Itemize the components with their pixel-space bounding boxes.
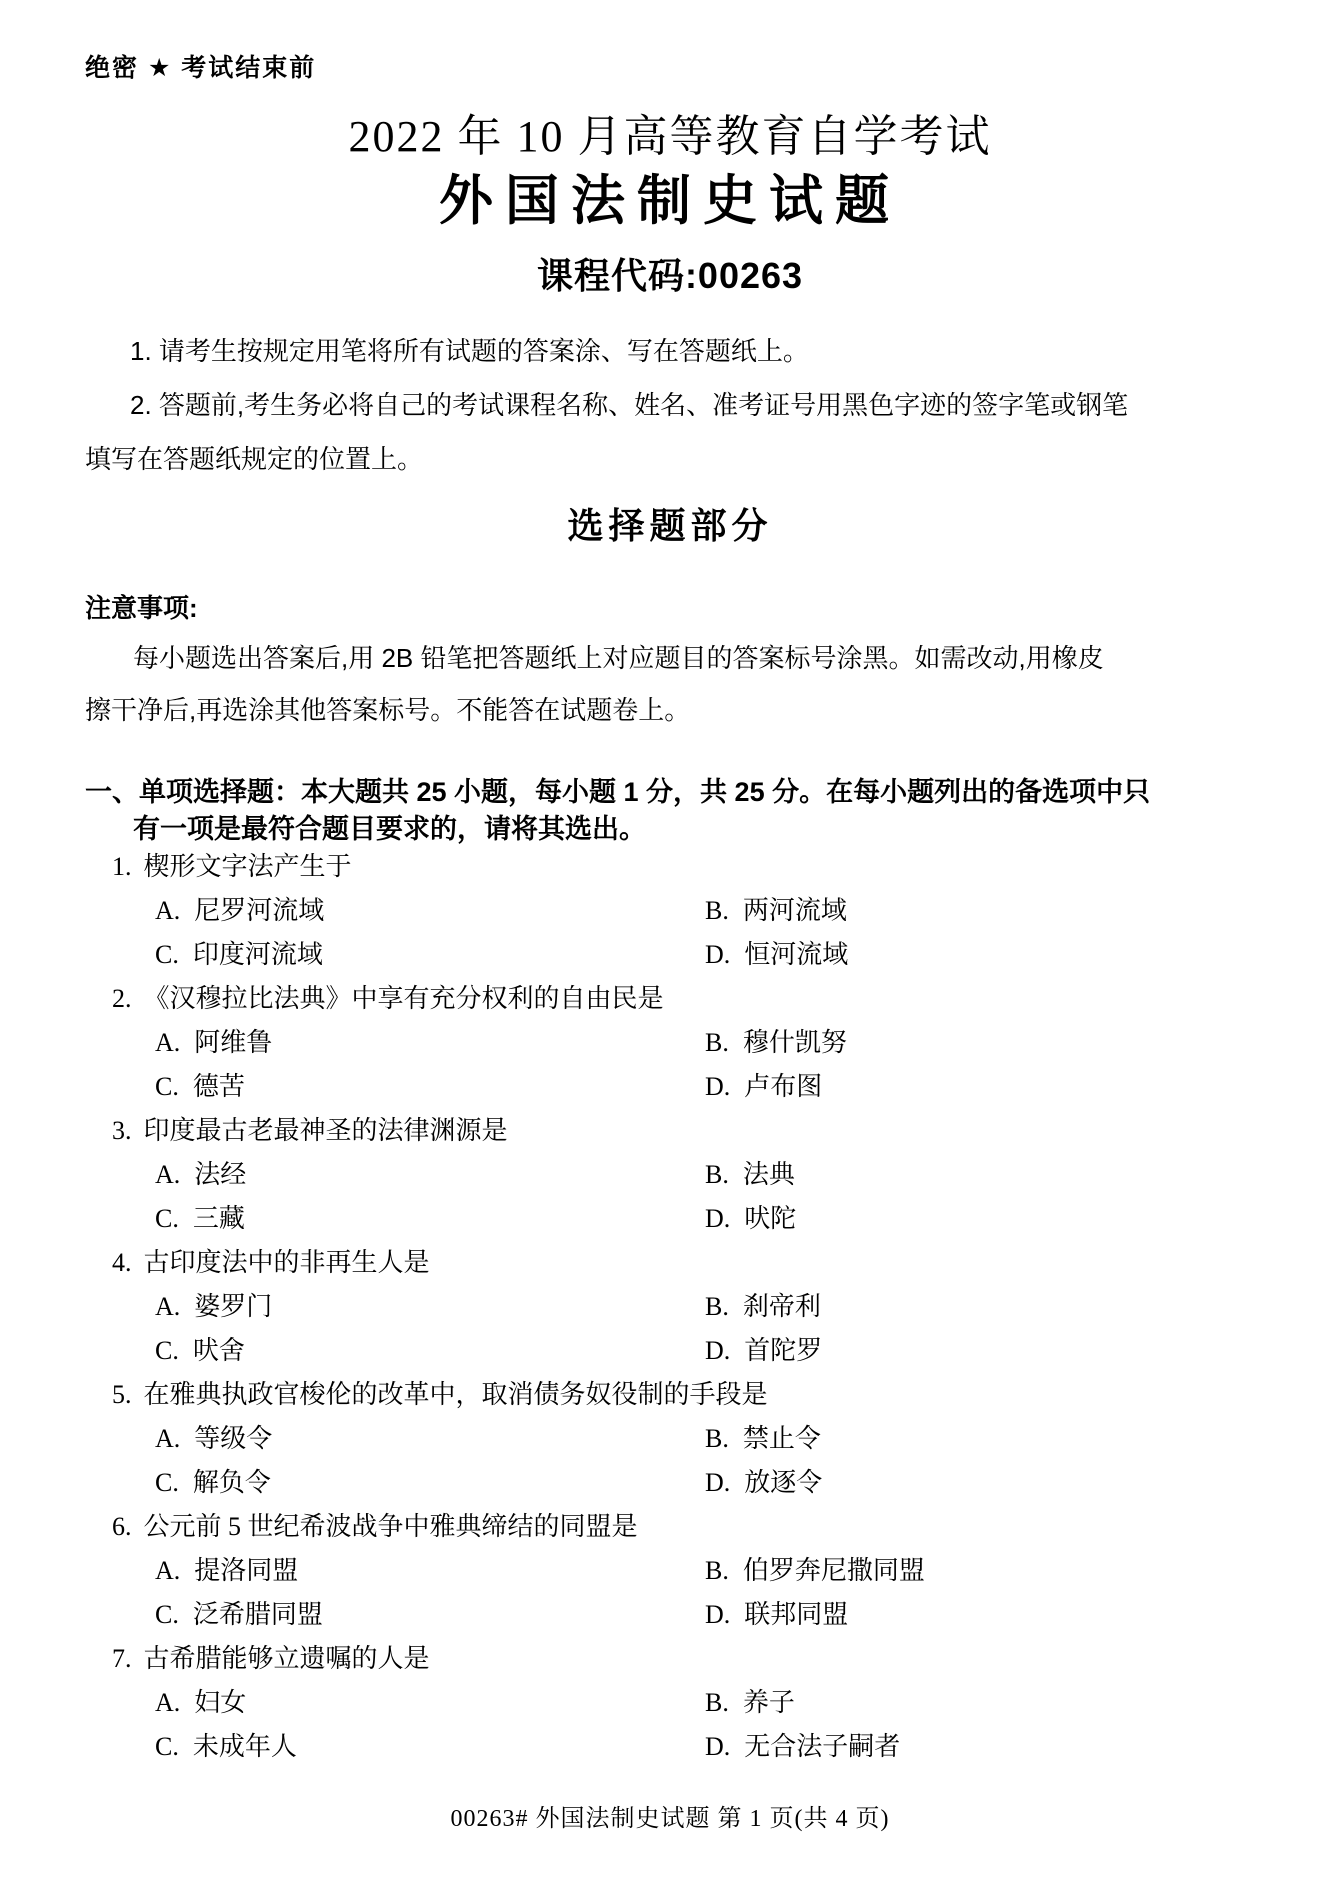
question-7-option-a (155, 1682, 246, 1719)
part-header-line-2: 有一项是最符合题目要求的，请将其选出。 (133, 814, 646, 844)
question-5-option-b (705, 1418, 821, 1455)
option-text: 恒河流域 (744, 940, 849, 969)
option-text: 婆罗门 (194, 1292, 273, 1321)
option-label: D. (705, 1204, 731, 1233)
question-3-option-b (705, 1154, 795, 1191)
option-text: 伯罗奔尼撒同盟 (742, 1556, 925, 1585)
question-2-number: 2. (112, 984, 132, 1013)
question-1-option-a (155, 890, 324, 927)
question-4-option-b (705, 1286, 821, 1323)
question-5-number: 5. (112, 1380, 132, 1409)
question-1-option-c (155, 934, 323, 971)
question-5-stem (112, 1374, 768, 1411)
option-text: 无合法子嗣者 (744, 1732, 901, 1761)
option-text: 阿维鲁 (194, 1028, 273, 1057)
option-label: C. (155, 1336, 179, 1365)
question-7-text: 古希腊能够立遗嘱的人是 (143, 1644, 430, 1673)
option-label: B. (705, 1424, 729, 1453)
option-text: 未成年人 (192, 1732, 297, 1761)
option-text: 穆什凯努 (742, 1028, 847, 1057)
part-header-line-1: 一、单项选择题：本大题共 25 小题，每小题 1 分，共 25 分。在每小题列出的备选项中只 (85, 777, 1151, 807)
question-2-stem (112, 978, 664, 1015)
paper-title: 外国法制史试题 (439, 171, 901, 231)
question-6-option-d (705, 1594, 848, 1631)
exam-session-title: 2022 年 10 月高等教育自学考试 (348, 112, 992, 161)
question-6-option-c (155, 1594, 323, 1631)
question-7-number: 7. (112, 1644, 132, 1673)
option-text: 三藏 (192, 1204, 245, 1233)
option-label: B. (705, 1028, 729, 1057)
question-7-option-b (705, 1682, 795, 1719)
question-2-option-b (705, 1022, 847, 1059)
option-text: 法典 (742, 1160, 795, 1189)
option-label: A. (155, 1292, 181, 1321)
option-label: C. (155, 1732, 179, 1761)
option-label: B. (705, 1688, 729, 1717)
option-label: A. (155, 1028, 181, 1057)
question-1-option-b (705, 890, 847, 927)
option-text: 泛希腊同盟 (192, 1600, 323, 1629)
question-6-stem (112, 1506, 638, 1543)
option-label: B. (705, 1556, 729, 1585)
question-5-text: 在雅典执政官梭伦的改革中，取消债务奴役制的手段是 (143, 1380, 768, 1409)
option-label: C. (155, 940, 179, 969)
option-text: 吠陀 (744, 1204, 797, 1233)
question-2-option-d (705, 1066, 822, 1103)
question-4-stem (112, 1242, 430, 1279)
question-2-text: 《汉穆拉比法典》中享有充分权利的自由民是 (143, 984, 664, 1013)
question-4-option-c (155, 1330, 245, 1367)
option-label: D. (705, 940, 731, 969)
option-label: D. (705, 1600, 731, 1629)
option-label: C. (155, 1204, 179, 1233)
question-7-option-d (705, 1726, 900, 1763)
question-3-number: 3. (112, 1116, 132, 1145)
option-label: D. (705, 1072, 731, 1101)
option-label: A. (155, 1160, 181, 1189)
option-label: B. (705, 1292, 729, 1321)
question-1-option-d (705, 934, 848, 971)
option-text: 首陀罗 (744, 1336, 823, 1365)
question-4-text: 古印度法中的非再生人是 (143, 1248, 430, 1277)
course-code: 课程代码:00263 (536, 255, 804, 296)
question-4-option-a (155, 1286, 272, 1323)
notes-line-2: 擦干净后,再选涂其他答案标号。不能答在试题卷上。 (85, 695, 691, 725)
option-label: A. (155, 1688, 181, 1717)
question-3-option-c (155, 1198, 245, 1235)
option-text: 尼罗河流域 (194, 896, 325, 925)
option-label: D. (705, 1732, 731, 1761)
option-text: 放逐令 (744, 1468, 823, 1497)
option-text: 等级令 (194, 1424, 273, 1453)
question-2-option-c (155, 1066, 245, 1103)
option-text: 印度河流域 (192, 940, 323, 969)
question-6-option-b (705, 1550, 925, 1587)
option-label: C. (155, 1468, 179, 1497)
option-text: 德苦 (192, 1072, 245, 1101)
notes-line-1: 每小题选出答案后,用 2B 铅笔把答题纸上对应题目的答案标号涂黑。如需改动,用橡皮 (133, 643, 1104, 673)
option-label: A. (155, 896, 181, 925)
option-label: B. (705, 1160, 729, 1189)
page-footer: 00263# 外国法制史试题 第 1 页(共 4 页) (450, 1806, 890, 1832)
question-5-option-c (155, 1462, 271, 1499)
option-label: C. (155, 1072, 179, 1101)
question-3-stem (112, 1110, 508, 1147)
question-3-text: 印度最古老最神圣的法律渊源是 (143, 1116, 508, 1145)
classification-banner: 绝密 ★ 考试结束前 (85, 54, 317, 82)
option-text: 养子 (742, 1688, 795, 1717)
option-text: 吠舍 (192, 1336, 245, 1365)
option-label: C. (155, 1600, 179, 1629)
question-1-stem (112, 846, 352, 883)
question-4-option-d (705, 1330, 822, 1367)
question-1-number: 1. (112, 852, 132, 881)
notes-label: 注意事项: (85, 593, 198, 623)
instruction-item-2-line-1: 2. 答题前,考生务必将自己的考试课程名称、姓名、准考证号用黑色字迹的签字笔或钢笔 (130, 390, 1129, 420)
option-text: 联邦同盟 (744, 1600, 849, 1629)
question-6-text: 公元前 5 世纪希波战争中雅典缔结的同盟是 (143, 1512, 638, 1541)
question-3-option-a (155, 1154, 246, 1191)
option-label: B. (705, 896, 729, 925)
instruction-item-2-line-2: 填写在答题纸规定的位置上。 (85, 444, 424, 474)
option-text: 卢布图 (744, 1072, 823, 1101)
question-6-number: 6. (112, 1512, 132, 1541)
question-7-stem (112, 1638, 430, 1675)
choice-section-heading: 选择题部分 (567, 505, 773, 546)
option-text: 妇女 (194, 1688, 247, 1717)
option-text: 禁止令 (742, 1424, 821, 1453)
option-label: D. (705, 1468, 731, 1497)
option-text: 刹帝利 (742, 1292, 821, 1321)
instruction-item-1: 1. 请考生按规定用笔将所有试题的答案涂、写在答题纸上。 (130, 336, 809, 366)
option-label: A. (155, 1556, 181, 1585)
option-text: 法经 (194, 1160, 247, 1189)
question-1-text: 楔形文字法产生于 (143, 852, 352, 881)
question-5-option-a (155, 1418, 272, 1455)
option-text: 提洛同盟 (194, 1556, 299, 1585)
question-4-number: 4. (112, 1248, 132, 1277)
question-7-option-c (155, 1726, 297, 1763)
option-text: 解负令 (192, 1468, 271, 1497)
question-3-option-d (705, 1198, 796, 1235)
question-5-option-d (705, 1462, 822, 1499)
option-label: D. (705, 1336, 731, 1365)
question-6-option-a (155, 1550, 298, 1587)
option-text: 两河流域 (742, 896, 847, 925)
option-label: A. (155, 1424, 181, 1453)
question-2-option-a (155, 1022, 272, 1059)
